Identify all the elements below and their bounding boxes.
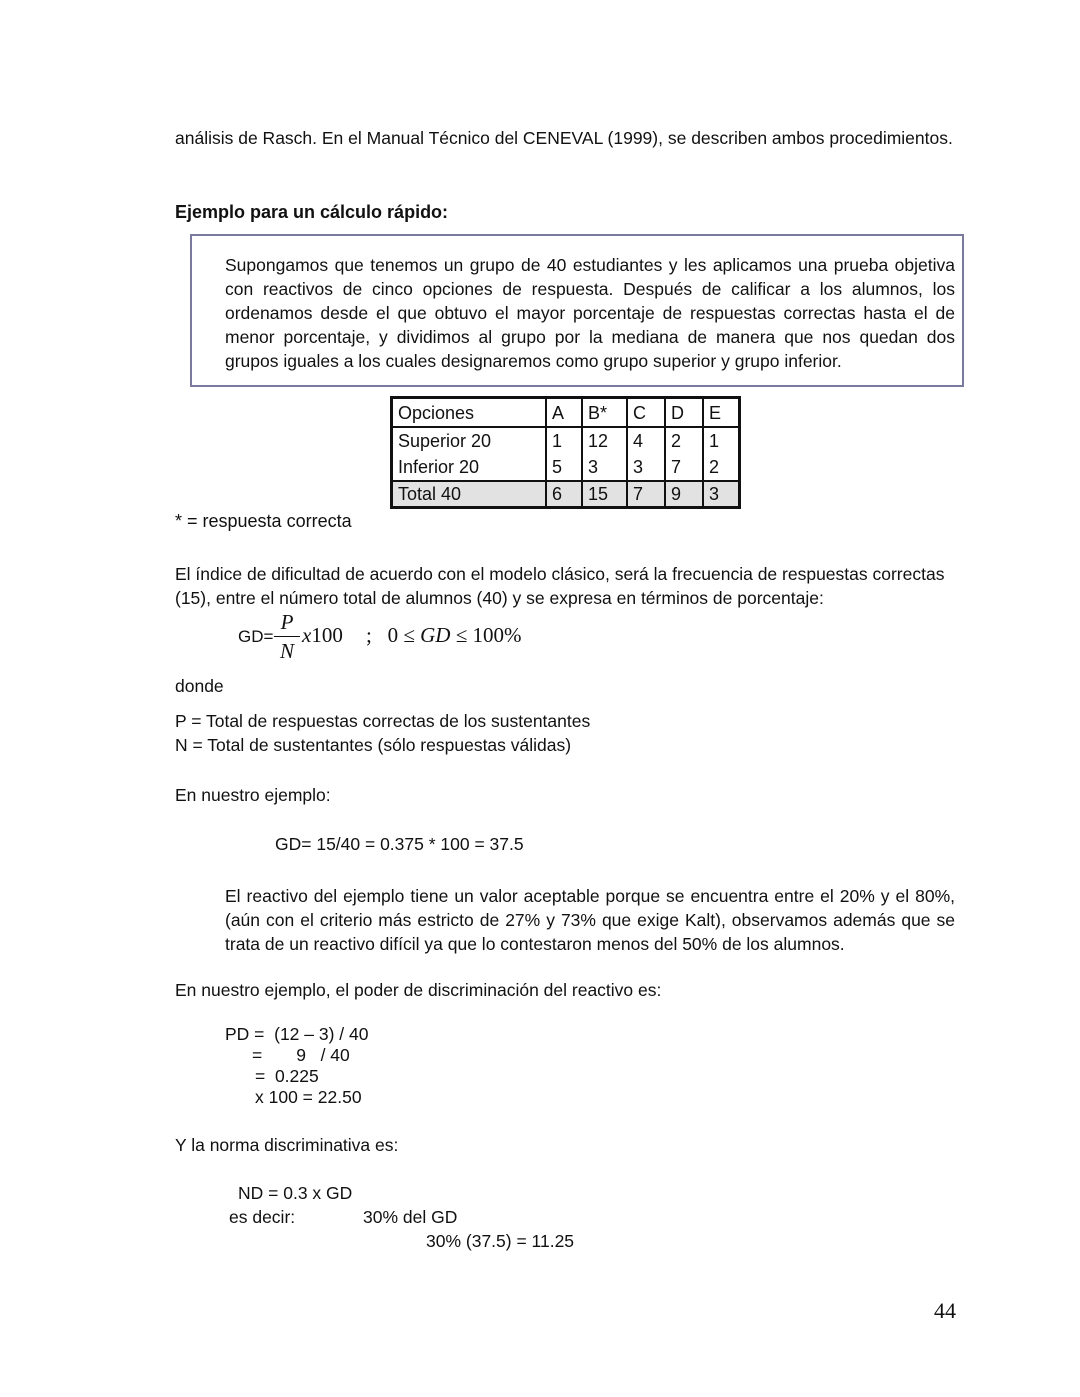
table-cell: Inferior 20: [392, 454, 547, 481]
table-cell: 9: [665, 481, 703, 508]
pd-calculation-line: = 9 / 40: [252, 1045, 350, 1065]
table-cell: 1: [546, 427, 582, 454]
table-header-cell: C: [627, 398, 665, 428]
table-cell: Superior 20: [392, 427, 547, 454]
formula-numerator: P: [280, 610, 294, 634]
table-cell: 3: [703, 481, 740, 508]
pd-calculation-line: x 100 = 22.50: [255, 1087, 362, 1107]
range-low: 0 ≤: [387, 623, 421, 647]
table-cell: 15: [582, 481, 627, 508]
formula-denominator: N: [279, 639, 294, 663]
table-cell: 2: [665, 427, 703, 454]
formula-times: x: [302, 623, 312, 647]
options-table: [390, 396, 741, 509]
table-header-cell: D: [665, 398, 703, 428]
donde-label: donde: [175, 676, 224, 696]
example-box-text: Supongamos que tenemos un grupo de 40 estudiantes y les aplicamos una prueba objetiva con reactivos de cinco opciones de respuesta. Después de calificar a los alumnos, los ordenamos desde el que obtuvo el mayor porcentaje de respuestas correctas hasta el de menor porcentaje, y dividimos al grupo por la mediana de manera que nos quedan dos grupos iguales a los cuales designaremos como grupo superior y grupo inferior.: [225, 255, 955, 371]
formula-fraction: [274, 610, 300, 663]
formula-label: GD=: [238, 627, 274, 646]
formula-multiplier: [302, 623, 343, 648]
table-header-cell: Opciones: [392, 398, 547, 428]
example-intro: En nuestro ejemplo:: [175, 785, 331, 805]
definition-p: P = Total de respuestas correctas de los sustentantes: [175, 711, 591, 731]
table-header-cell: E: [703, 398, 740, 428]
table-cell: 3: [582, 454, 627, 481]
table-cell: 1: [703, 427, 740, 454]
table-cell: Total 40: [392, 481, 547, 508]
table-cell: 7: [627, 481, 665, 508]
page-number: 44: [934, 1298, 956, 1323]
table-header-cell: B*: [582, 398, 627, 428]
nd-percent-of-gd: 30% del GD: [363, 1207, 458, 1227]
formula-range: [366, 623, 522, 648]
pd-calculation-line: PD = (12 – 3) / 40: [225, 1024, 369, 1044]
nd-formula: ND = 0.3 x GD: [238, 1183, 353, 1203]
example-heading: Ejemplo para un cálculo rápido:: [175, 202, 449, 222]
table-cell: 5: [546, 454, 582, 481]
definition-n: N = Total de sustentantes (sólo respuestas válidas): [175, 735, 572, 755]
table-row: [392, 427, 740, 454]
formula-hundred: 100: [311, 623, 343, 647]
nd-result: 30% (37.5) = 11.25: [426, 1231, 575, 1251]
table-total-row: [392, 481, 740, 508]
discrimination-intro: En nuestro ejemplo, el poder de discriminación del reactivo es:: [175, 980, 662, 1000]
table-cell: 3: [627, 454, 665, 481]
es-decir-label: es decir:: [229, 1207, 296, 1227]
table-header-row: [392, 398, 740, 428]
correct-answer-footnote: * = respuesta correcta: [175, 511, 352, 531]
table-cell: 4: [627, 427, 665, 454]
gd-calculation: GD= 15/40 = 0.375 * 100 = 37.5: [275, 834, 524, 854]
range-high: ≤ 100%: [450, 623, 522, 647]
pd-calculation-line: = 0.225: [255, 1066, 319, 1086]
acceptable-paragraph: El reactivo del ejemplo tiene un valor aceptable porque se encuentra entre el 20% y el 80%, (aún con el criterio más estricto de 27% y 73% que exige Kalt), observamos además que se trata de un reactivo difícil ya que lo contestaron menos del 50% de los alumnos.: [225, 886, 955, 954]
fraction-bar: [274, 636, 300, 637]
table-cell: 6: [546, 481, 582, 508]
table-row: [392, 454, 740, 481]
intro-paragraph: análisis de Rasch. En el Manual Técnico del CENEVAL (1999), se describen ambos procedimientos.: [175, 128, 953, 148]
norma-heading: Y la norma discriminativa es:: [175, 1135, 399, 1155]
table-header-cell: A: [546, 398, 582, 428]
table-cell: 7: [665, 454, 703, 481]
gd-formula: [238, 610, 558, 664]
formula-separator: ;: [366, 623, 372, 647]
table-cell: 12: [582, 427, 627, 454]
difficulty-paragraph: El índice de dificultad de acuerdo con el modelo clásico, será la frecuencia de respuestas correctas (15), entre el número total de alumnos (40) y se expresa en términos de porcentaje:: [175, 564, 945, 608]
range-variable: GD: [420, 623, 451, 647]
table-cell: 2: [703, 454, 740, 481]
